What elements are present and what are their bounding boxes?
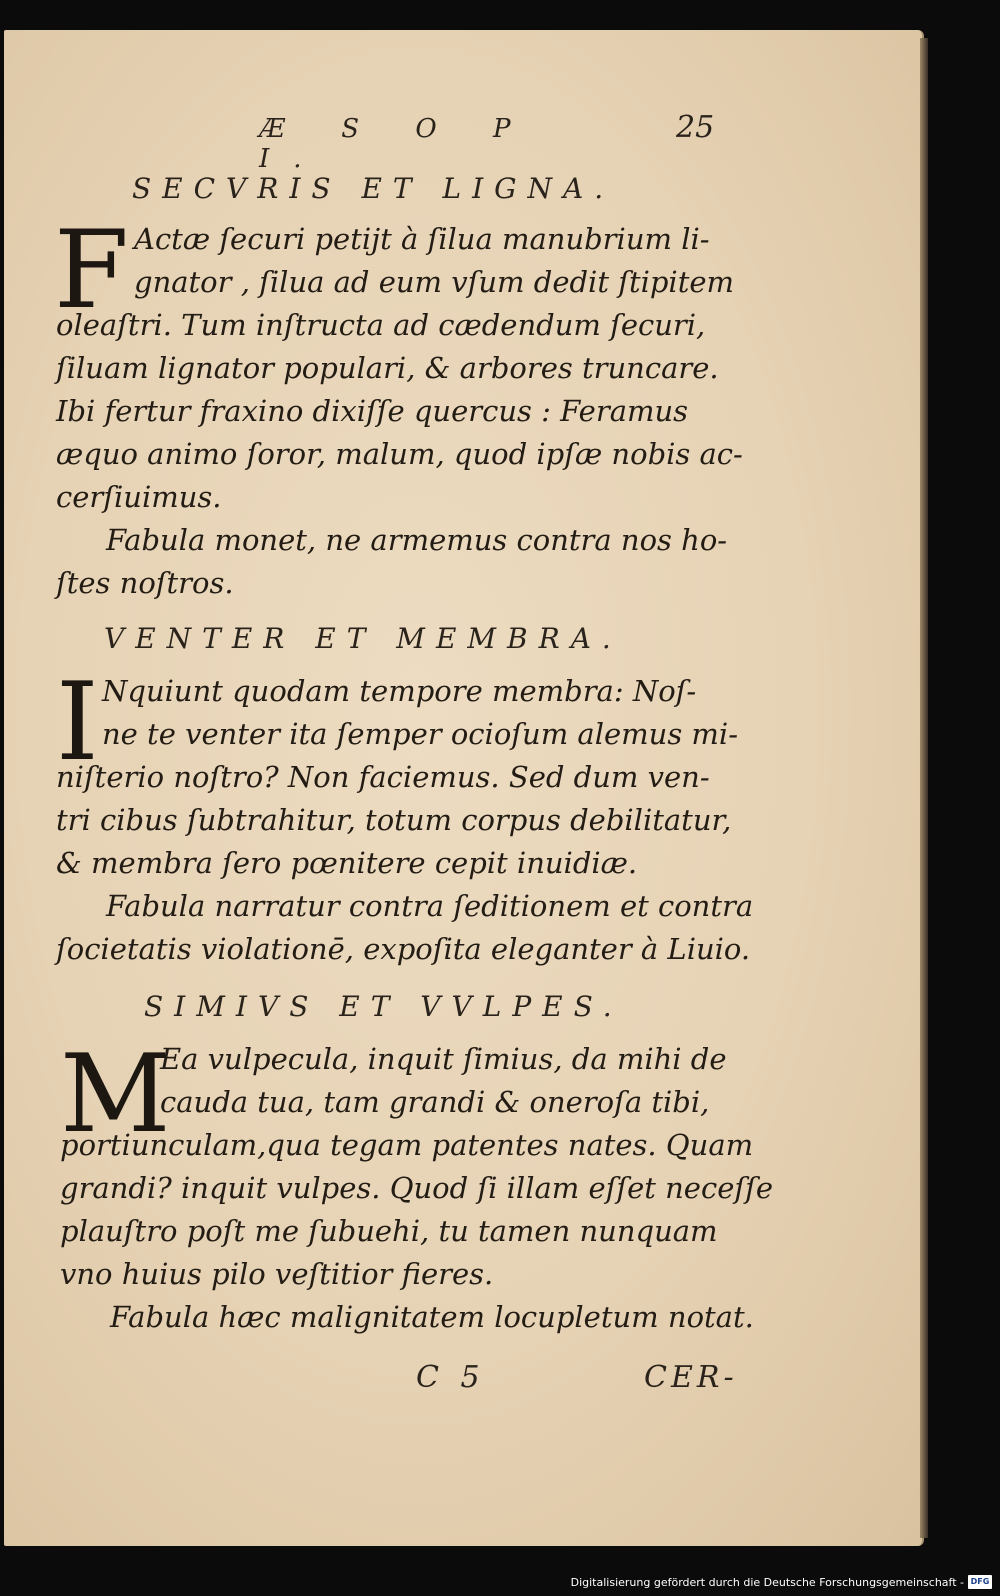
text-line: ne te venter ita ſemper ocioſum alemus mi- (102, 717, 738, 751)
text-line: Ibi fertur fraxino dixiſſe quercus : Feramus (56, 394, 689, 428)
credit-text: Digitalisierung gefördert durch die Deutsche Forschungsgemeinschaft - (570, 1575, 964, 1589)
running-title: Æ S O P I. (259, 114, 535, 174)
fable-title: VENTER ET MEMBRA. (104, 622, 622, 655)
moral-line: ſtes noſtros. (56, 566, 234, 600)
moral-line: Fabula monet, ne armemus contra nos ho- (106, 523, 728, 557)
moral-line: Fabula hæc malignitatem locupletum notat. (110, 1300, 754, 1334)
text-line: tri cibus ſubtrahitur, totum corpus debilitatur, (56, 803, 732, 837)
drop-capital: F (54, 208, 129, 333)
text-line: grandi? inquit vulpes. Quod ſi illam eſſet neceſſe (60, 1171, 774, 1205)
fable-text (56, 660, 754, 971)
running-header (4, 110, 922, 174)
text-line: gnator , ſilua ad eum vſum dedit ſtipitem (134, 265, 735, 299)
dfg-logo-icon: DFG (968, 1575, 992, 1589)
digitization-credit (571, 1572, 992, 1592)
text-line: Ea vulpecula, inquit ſimius, da mihi de (160, 1042, 727, 1076)
text-line: æquo animo ſoror, malum, quod ipſæ nobis ac- (56, 437, 743, 471)
text-line: Nquiunt quodam tempore membra: Noſ- (102, 674, 697, 708)
fable-title: SECVRIS ET LIGNA. (132, 172, 615, 205)
signature-mark: C 5 (416, 1360, 486, 1395)
text-line: ſiluam lignator populari, & arbores truncare. (56, 351, 719, 385)
page-number: 25 (676, 110, 715, 145)
text-line: Actæ ſecuri petijt à ſilua manubrium li- (134, 222, 710, 256)
fable-text (60, 1032, 774, 1339)
fable-title: SIMIVS ET VVLPES. (144, 990, 623, 1023)
text-line: niſterio noſtro? Non faciemus. Sed dum ven- (56, 760, 710, 794)
text-line: plauſtro poſt me ſubuehi, tu tamen nunquam (60, 1214, 718, 1248)
book-page (4, 30, 924, 1546)
drop-capital: M (60, 1032, 171, 1157)
catchword: CER- (644, 1360, 738, 1395)
text-line: cerſiuimus. (56, 480, 222, 514)
text-line: & membra ſero pœnitere cepit inuidiæ. (56, 846, 638, 880)
text-line: oleaſtri. Tum inſtructa ad cædendum ſecuri, (56, 308, 706, 342)
text-line: vno huius pilo veſtitior fieres. (60, 1257, 494, 1291)
moral-line: ſocietatis violationē, expoſita eleganter à Liuio. (56, 932, 751, 966)
text-line: cauda tua, tam grandi & oneroſa tibi, (160, 1085, 710, 1119)
drop-capital: I (56, 660, 99, 785)
text-line: portiunculam,qua tegam patentes nates. Quam (60, 1128, 754, 1162)
moral-line: Fabula narratur contra ſeditionem et contra (106, 889, 754, 923)
fable-text (54, 208, 743, 605)
